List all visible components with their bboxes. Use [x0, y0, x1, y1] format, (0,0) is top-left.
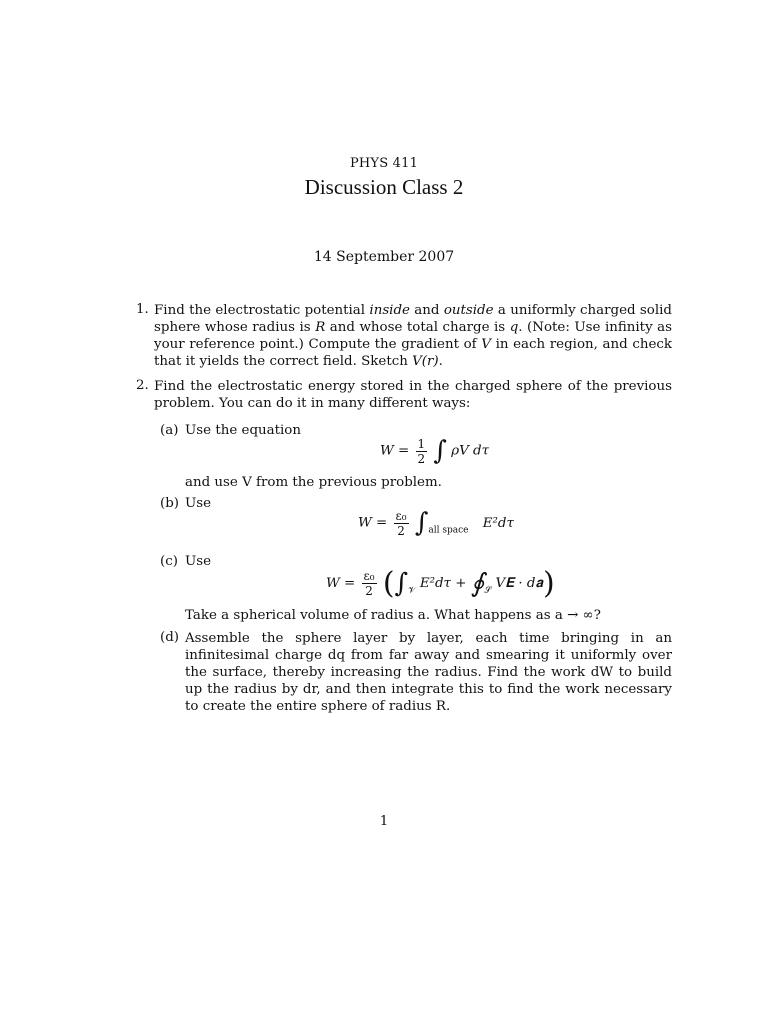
date-line: 14 September 2007	[313, 249, 455, 265]
equation-b: W = $\frac{\text{ε₀}}{2}$ $\int_{all space}$ E²dτ	[358, 508, 514, 538]
part-d-text: Assemble the sphere layer by layer, each time bringing in an infinitesimal charge dq from far away and smearing it uniformly over the surface, thereby increasing the radius. Find the work dW to build up the radius by dr, and then integrate this to find the work necessary to create the entire sphere of radius R.	[185, 631, 672, 714]
course-code: PHYS 411	[349, 156, 419, 171]
part-d-label: (d)	[160, 630, 180, 645]
problem-2-number: 2.	[136, 378, 149, 393]
problem-2-text: Find the electrostatic energy stored in the charged sphere of the previous problem. You can do it in many different ways:	[154, 379, 672, 411]
part-a-label: (a)	[160, 423, 179, 438]
problem-1-text: Find the electrostatic potential inside and outside a uniformly charged solid sphere whose radius is R and whose total charge is q. (Note: Use infinity as your reference point.) Compute the gradient of V in each region, and check that it yields the correct field. Sketch V(r).	[154, 303, 673, 369]
problem-1-number: 1.	[136, 302, 149, 317]
part-c-label: (c)	[160, 554, 178, 569]
part-b-label: (b)	[160, 496, 180, 511]
part-a-intro: Use the equation	[185, 423, 301, 438]
page-title: Discussion Class 2	[304, 175, 464, 199]
part-b-intro: Use	[185, 496, 212, 511]
equation-c: W = $\frac{\text{ε₀}}{2}$ ($\int_𝒱$ $E^2d\tau + ∮_𝒮$ V𝐄 · d𝐚)	[326, 566, 555, 601]
page-number: 1	[379, 814, 389, 829]
part-c-intro: Use	[185, 554, 212, 569]
equation-a: W = $\frac{1}{2}$ ∫ ρV dτ	[380, 436, 490, 466]
part-c-after: Take a spherical volume of radius a. What happens as a → ∞?	[185, 608, 601, 623]
part-a-after: and use V from the previous problem.	[185, 475, 442, 490]
